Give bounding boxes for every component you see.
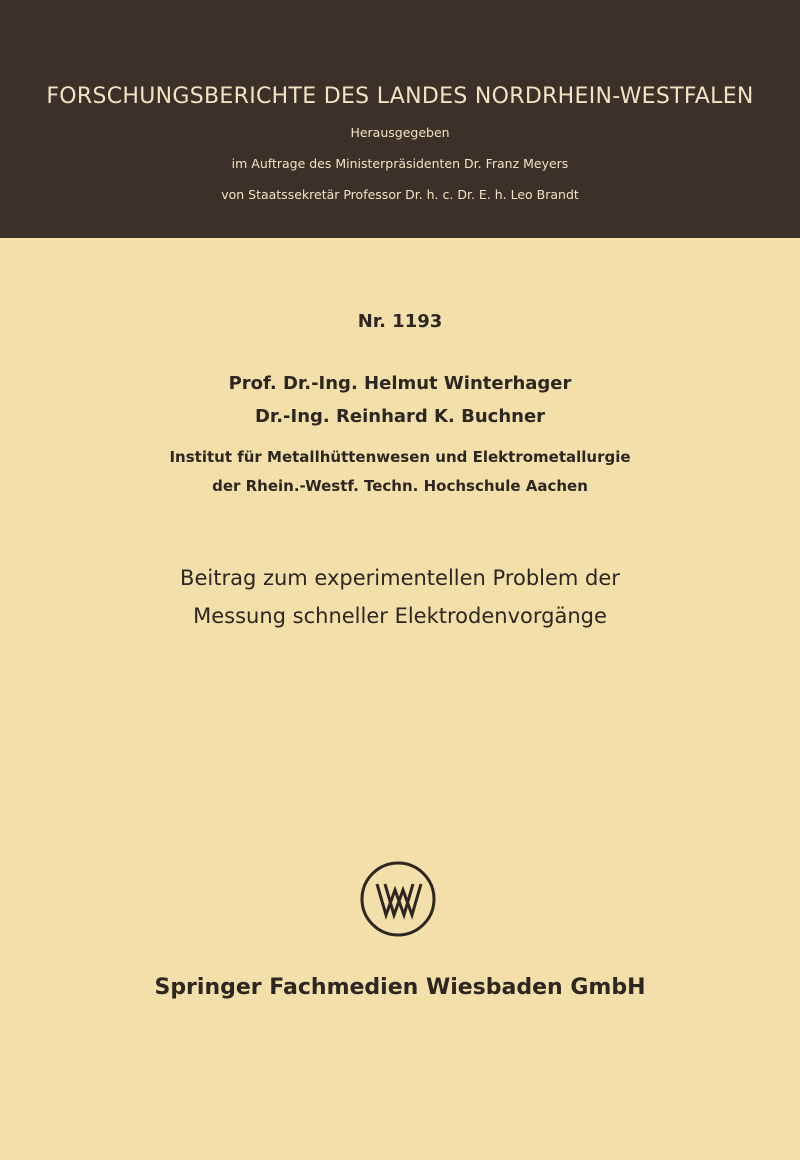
author-name-2: Dr.-Ing. Reinhard K. Buchner — [254, 406, 546, 427]
publisher-name: Springer Fachmedien Wiesbaden GmbH — [154, 975, 646, 1000]
volume-number: Nr. 1193 — [357, 311, 443, 332]
book-title-line-2: Messung schneller Elektrodenvorgänge — [193, 604, 607, 628]
institute-line-1: Institut für Metallhüttenwesen und Elektrometallurgie — [169, 448, 631, 466]
editor-line-herausgegeben: Herausgegeben — [350, 125, 450, 140]
publisher-logo-icon — [359, 860, 437, 938]
book-title-line-1: Beitrag zum experimentellen Problem der — [180, 566, 620, 590]
institute-line-2: der Rhein.-Westf. Techn. Hochschule Aachen — [212, 477, 588, 495]
editor-line-auftrage: im Auftrage des Ministerpräsidenten Dr. Franz Meyers — [231, 156, 569, 171]
series-header-band — [0, 0, 800, 238]
editor-line-staatssekretaer: von Staatssekretär Professor Dr. h. c. Dr. E. h. Leo Brandt — [221, 187, 579, 202]
author-name-1: Prof. Dr.-Ing. Helmut Winterhager — [228, 373, 572, 394]
series-title: FORSCHUNGSBERICHTE DES LANDES NORDRHEIN-WESTFALEN — [46, 84, 754, 109]
